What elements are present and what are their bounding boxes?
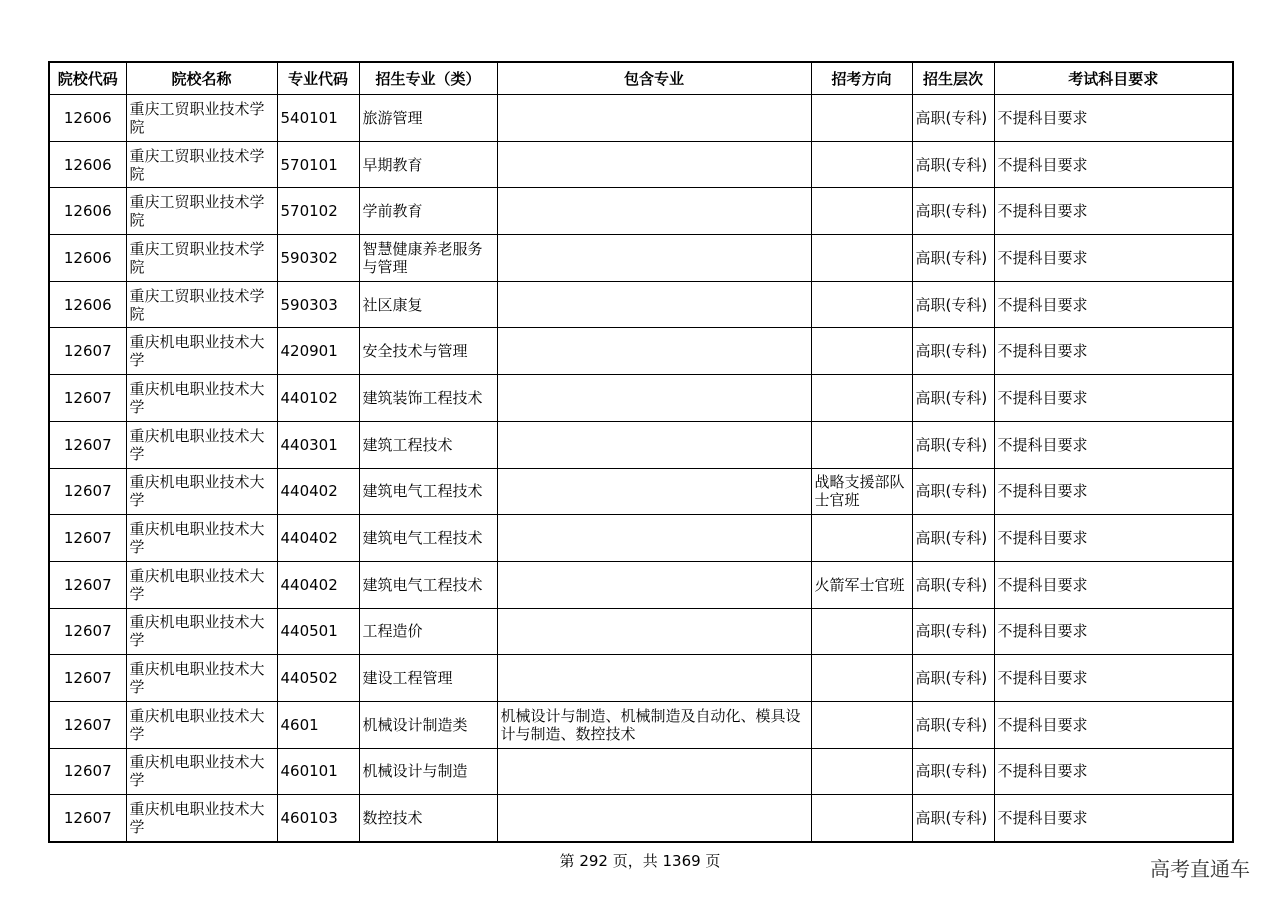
cell-school-name: 重庆工贸职业技术学院 xyxy=(126,95,277,142)
table-row xyxy=(49,748,1233,795)
cell-school-name: 重庆机电职业技术大学 xyxy=(126,748,277,795)
table-row xyxy=(49,421,1233,468)
table-row xyxy=(49,375,1233,422)
cell-level: 高职(专科) xyxy=(912,95,994,142)
header-major: 招生专业（类） xyxy=(359,62,497,95)
cell-major-code: 440402 xyxy=(277,561,359,608)
cell-subject-requirement: 不提科目要求 xyxy=(994,235,1233,282)
cell-major-code: 420901 xyxy=(277,328,359,375)
cell-included-majors xyxy=(497,655,811,702)
cell-school-code: 12607 xyxy=(49,701,126,748)
cell-included-majors: 机械设计与制造、机械制造及自动化、模具设计与制造、数控技术 xyxy=(497,701,811,748)
table-row xyxy=(49,655,1233,702)
cell-major: 早期教育 xyxy=(359,141,497,188)
cell-school-name: 重庆机电职业技术大学 xyxy=(126,701,277,748)
cell-major-code: 590303 xyxy=(277,281,359,328)
cell-level: 高职(专科) xyxy=(912,328,994,375)
cell-major-code: 440301 xyxy=(277,421,359,468)
cell-level: 高职(专科) xyxy=(912,795,994,842)
cell-included-majors xyxy=(497,235,811,282)
cell-school-name: 重庆工贸职业技术学院 xyxy=(126,188,277,235)
header-school-name: 院校名称 xyxy=(126,62,277,95)
table-row xyxy=(49,95,1233,142)
cell-subject-requirement: 不提科目要求 xyxy=(994,561,1233,608)
cell-subject-requirement: 不提科目要求 xyxy=(994,515,1233,562)
cell-subject-requirement: 不提科目要求 xyxy=(994,95,1233,142)
cell-major: 建筑电气工程技术 xyxy=(359,468,497,515)
cell-direction xyxy=(811,701,912,748)
cell-direction xyxy=(811,515,912,562)
cell-direction: 火箭军士官班 xyxy=(811,561,912,608)
cell-included-majors xyxy=(497,375,811,422)
cell-direction xyxy=(811,188,912,235)
cell-direction xyxy=(811,795,912,842)
page-footer: 第 292 页，共 1369 页 xyxy=(559,852,721,870)
table-row xyxy=(49,561,1233,608)
cell-major-code: 460101 xyxy=(277,748,359,795)
cell-school-name: 重庆工贸职业技术学院 xyxy=(126,281,277,328)
cell-school-code: 12607 xyxy=(49,561,126,608)
cell-school-code: 12607 xyxy=(49,328,126,375)
cell-school-code: 12607 xyxy=(49,421,126,468)
cell-major: 工程造价 xyxy=(359,608,497,655)
header-direction: 招考方向 xyxy=(811,62,912,95)
cell-major-code: 440402 xyxy=(277,515,359,562)
cell-included-majors xyxy=(497,328,811,375)
cell-school-code: 12607 xyxy=(49,515,126,562)
cell-major-code: 590302 xyxy=(277,235,359,282)
cell-school-code: 12607 xyxy=(49,795,126,842)
cell-direction xyxy=(811,141,912,188)
cell-major: 机械设计与制造 xyxy=(359,748,497,795)
cell-direction xyxy=(811,328,912,375)
cell-level: 高职(专科) xyxy=(912,701,994,748)
cell-school-code: 12606 xyxy=(49,281,126,328)
cell-school-name: 重庆机电职业技术大学 xyxy=(126,608,277,655)
cell-school-name: 重庆机电职业技术大学 xyxy=(126,655,277,702)
cell-level: 高职(专科) xyxy=(912,608,994,655)
cell-subject-requirement: 不提科目要求 xyxy=(994,328,1233,375)
cell-included-majors xyxy=(497,95,811,142)
cell-direction xyxy=(811,655,912,702)
cell-subject-requirement: 不提科目要求 xyxy=(994,655,1233,702)
cell-school-code: 12607 xyxy=(49,608,126,655)
table-row xyxy=(49,188,1233,235)
cell-included-majors xyxy=(497,795,811,842)
cell-major-code: 570101 xyxy=(277,141,359,188)
cell-direction: 战略支援部队士官班 xyxy=(811,468,912,515)
cell-subject-requirement: 不提科目要求 xyxy=(994,795,1233,842)
cell-major: 建筑电气工程技术 xyxy=(359,561,497,608)
cell-subject-requirement: 不提科目要求 xyxy=(994,421,1233,468)
cell-major: 智慧健康养老服务与管理 xyxy=(359,235,497,282)
cell-school-name: 重庆机电职业技术大学 xyxy=(126,561,277,608)
cell-major: 机械设计制造类 xyxy=(359,701,497,748)
cell-school-code: 12606 xyxy=(49,235,126,282)
cell-school-name: 重庆机电职业技术大学 xyxy=(126,328,277,375)
cell-level: 高职(专科) xyxy=(912,188,994,235)
header-level: 招生层次 xyxy=(912,62,994,95)
cell-direction xyxy=(811,95,912,142)
cell-subject-requirement: 不提科目要求 xyxy=(994,281,1233,328)
cell-major-code: 570102 xyxy=(277,188,359,235)
cell-subject-requirement: 不提科目要求 xyxy=(994,188,1233,235)
cell-direction xyxy=(811,748,912,795)
cell-major: 建筑装饰工程技术 xyxy=(359,375,497,422)
cell-school-name: 重庆机电职业技术大学 xyxy=(126,421,277,468)
cell-school-name: 重庆机电职业技术大学 xyxy=(126,515,277,562)
table-row xyxy=(49,515,1233,562)
cell-level: 高职(专科) xyxy=(912,235,994,282)
header-included-majors: 包含专业 xyxy=(497,62,811,95)
table-row xyxy=(49,328,1233,375)
cell-major-code: 4601 xyxy=(277,701,359,748)
cell-school-code: 12607 xyxy=(49,655,126,702)
cell-included-majors xyxy=(497,188,811,235)
watermark: 高考直通车 xyxy=(1150,857,1250,881)
cell-level: 高职(专科) xyxy=(912,141,994,188)
cell-included-majors xyxy=(497,281,811,328)
cell-major-code: 440501 xyxy=(277,608,359,655)
cell-included-majors xyxy=(497,561,811,608)
cell-school-code: 12606 xyxy=(49,95,126,142)
cell-level: 高职(专科) xyxy=(912,375,994,422)
cell-direction xyxy=(811,235,912,282)
header-subject-requirement: 考试科目要求 xyxy=(994,62,1233,95)
cell-subject-requirement: 不提科目要求 xyxy=(994,748,1233,795)
cell-level: 高职(专科) xyxy=(912,468,994,515)
cell-level: 高职(专科) xyxy=(912,515,994,562)
cell-included-majors xyxy=(497,468,811,515)
table-row xyxy=(49,795,1233,842)
cell-major: 建筑工程技术 xyxy=(359,421,497,468)
cell-level: 高职(专科) xyxy=(912,561,994,608)
cell-major-code: 440102 xyxy=(277,375,359,422)
cell-subject-requirement: 不提科目要求 xyxy=(994,375,1233,422)
admissions-table xyxy=(48,61,1234,843)
cell-level: 高职(专科) xyxy=(912,655,994,702)
cell-school-code: 12607 xyxy=(49,375,126,422)
cell-school-code: 12606 xyxy=(49,188,126,235)
cell-school-name: 重庆工贸职业技术学院 xyxy=(126,141,277,188)
table-header-row xyxy=(49,62,1233,95)
header-major-code: 专业代码 xyxy=(277,62,359,95)
table-row xyxy=(49,468,1233,515)
table-row xyxy=(49,141,1233,188)
cell-included-majors xyxy=(497,421,811,468)
cell-major-code: 540101 xyxy=(277,95,359,142)
cell-school-name: 重庆机电职业技术大学 xyxy=(126,795,277,842)
cell-direction xyxy=(811,608,912,655)
cell-major-code: 440402 xyxy=(277,468,359,515)
table-row xyxy=(49,281,1233,328)
cell-level: 高职(专科) xyxy=(912,421,994,468)
cell-level: 高职(专科) xyxy=(912,281,994,328)
cell-major: 安全技术与管理 xyxy=(359,328,497,375)
cell-included-majors xyxy=(497,515,811,562)
cell-school-name: 重庆工贸职业技术学院 xyxy=(126,235,277,282)
cell-school-code: 12606 xyxy=(49,141,126,188)
cell-included-majors xyxy=(497,141,811,188)
cell-level: 高职(专科) xyxy=(912,748,994,795)
cell-major-code: 460103 xyxy=(277,795,359,842)
cell-school-name: 重庆机电职业技术大学 xyxy=(126,468,277,515)
cell-subject-requirement: 不提科目要求 xyxy=(994,141,1233,188)
cell-major-code: 440502 xyxy=(277,655,359,702)
cell-subject-requirement: 不提科目要求 xyxy=(994,468,1233,515)
cell-included-majors xyxy=(497,748,811,795)
cell-direction xyxy=(811,375,912,422)
cell-direction xyxy=(811,421,912,468)
table-row xyxy=(49,701,1233,748)
cell-school-code: 12607 xyxy=(49,468,126,515)
cell-major: 建设工程管理 xyxy=(359,655,497,702)
cell-major: 建筑电气工程技术 xyxy=(359,515,497,562)
cell-subject-requirement: 不提科目要求 xyxy=(994,608,1233,655)
cell-school-code: 12607 xyxy=(49,748,126,795)
cell-major: 社区康复 xyxy=(359,281,497,328)
header-school-code: 院校代码 xyxy=(49,62,126,95)
cell-major: 数控技术 xyxy=(359,795,497,842)
table-row xyxy=(49,235,1233,282)
cell-major: 旅游管理 xyxy=(359,95,497,142)
cell-school-name: 重庆机电职业技术大学 xyxy=(126,375,277,422)
cell-included-majors xyxy=(497,608,811,655)
cell-major: 学前教育 xyxy=(359,188,497,235)
table-row xyxy=(49,608,1233,655)
cell-subject-requirement: 不提科目要求 xyxy=(994,701,1233,748)
cell-direction xyxy=(811,281,912,328)
